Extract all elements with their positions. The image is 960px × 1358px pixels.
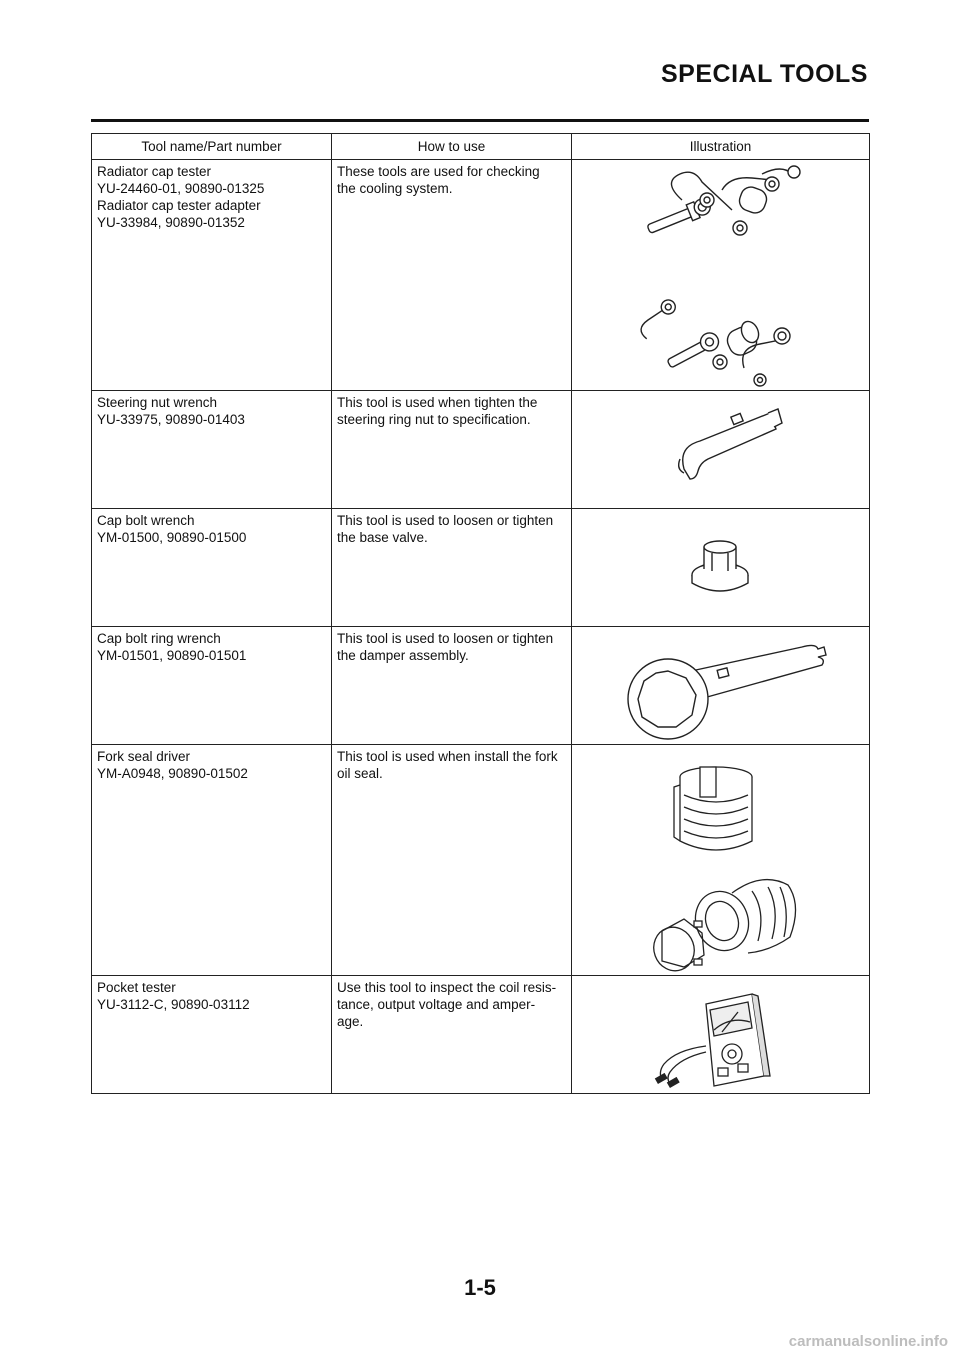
page-title: SPECIAL TOOLS [660, 60, 868, 88]
tool-name-line: Fork seal driver [97, 749, 191, 764]
table-row [92, 509, 870, 627]
how-to-use-cell [332, 509, 572, 627]
how-to-use-cell [332, 160, 572, 391]
how-to-use-line: steering ring nut to specification. [337, 412, 531, 427]
tool-name-line: Radiator cap tester [97, 164, 212, 179]
tool-name-cell [92, 509, 332, 627]
table-row [92, 627, 870, 745]
how-to-use-cell [332, 745, 572, 976]
tool-name-cell [92, 745, 332, 976]
how-to-use-line: age. [337, 1014, 364, 1029]
how-to-use-line: This tool is used to loosen or tighten [337, 513, 554, 528]
column-header-illustration: Illustration [572, 134, 870, 160]
watermark: carmanualsonline.info [788, 1333, 948, 1350]
fork-seal-driver-icon [572, 745, 870, 975]
how-to-use-line: Use this tool to inspect the coil resis- [337, 980, 557, 995]
tool-name-cell [92, 160, 332, 391]
tool-name-line: YU-3112-C, 90890-03112 [97, 997, 250, 1012]
special-tools-table [91, 133, 870, 1094]
tool-name-cell [92, 391, 332, 509]
illustration-cell [572, 391, 870, 509]
tool-name-line: Cap bolt wrench [97, 513, 195, 528]
tool-name-cell [92, 627, 332, 745]
illustration-cell [572, 509, 870, 627]
tool-name-line: Cap bolt ring wrench [97, 631, 221, 646]
table-row [92, 160, 870, 391]
illustration-cell [572, 745, 870, 976]
title-rule [91, 119, 869, 122]
radiator-cap-tester-icon [572, 160, 870, 390]
illustration-cell [572, 160, 870, 391]
tool-name-line: YM-01500, 90890-01500 [97, 530, 247, 545]
cap-bolt-wrench-icon [572, 509, 870, 626]
cap-bolt-ring-wrench-icon [572, 627, 870, 744]
tool-name-line: YU-33984, 90890-01352 [97, 215, 245, 230]
how-to-use-line: This tool is used when install the fork [337, 749, 558, 764]
pocket-tester-icon [572, 976, 870, 1093]
how-to-use-line: the damper assembly. [337, 648, 469, 663]
column-header-tool-name: Tool name/Part number [92, 134, 332, 160]
table-row [92, 745, 870, 976]
how-to-use-cell [332, 627, 572, 745]
page-number: 1-5 [464, 1275, 496, 1300]
illustration-cell [572, 976, 870, 1094]
tool-name-line: YU-33975, 90890-01403 [97, 412, 245, 427]
tool-name-line: YM-A0948, 90890-01502 [97, 766, 248, 781]
how-to-use-line: These tools are used for checking [337, 164, 540, 179]
tool-name-cell [92, 976, 332, 1094]
table-row [92, 976, 870, 1094]
how-to-use-line: This tool is used when tighten the [337, 395, 538, 410]
tool-name-line: Pocket tester [97, 980, 176, 995]
how-to-use-cell [332, 976, 572, 1094]
how-to-use-line: oil seal. [337, 766, 383, 781]
table-header-row [92, 134, 870, 160]
how-to-use-line: the base valve. [337, 530, 428, 545]
tool-name-line: YU-24460-01, 90890-01325 [97, 181, 265, 196]
tool-name-line: YM-01501, 90890-01501 [97, 648, 247, 663]
how-to-use-cell [332, 391, 572, 509]
how-to-use-line: tance, output voltage and amper- [337, 997, 536, 1012]
table-row [92, 391, 870, 509]
steering-nut-wrench-icon [572, 391, 870, 508]
column-header-how-to-use: How to use [332, 134, 572, 160]
tool-name-line: Radiator cap tester adapter [97, 198, 261, 213]
how-to-use-line: This tool is used to loosen or tighten [337, 631, 554, 646]
how-to-use-line: the cooling system. [337, 181, 453, 196]
tool-name-line: Steering nut wrench [97, 395, 218, 410]
illustration-cell [572, 627, 870, 745]
